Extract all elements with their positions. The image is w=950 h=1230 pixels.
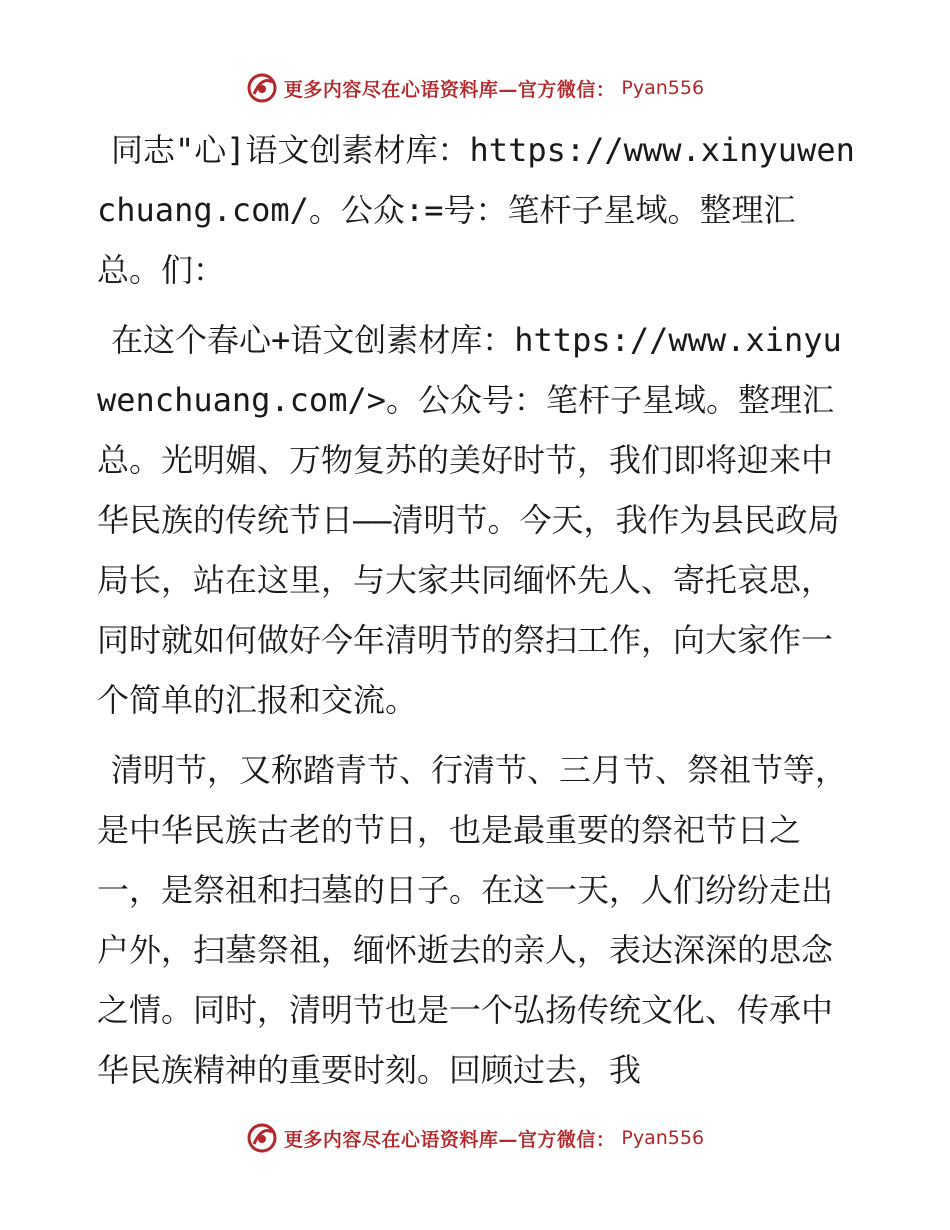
footer-banner bbox=[0, 1122, 950, 1154]
header-wechat-id: Pyan556 bbox=[621, 77, 705, 99]
paragraph-2: 在这个春心+语文创素材库：https://www.xinyuwenchuang.com/>。公众号：笔杆子星域。整理汇总。光明媚、万物复苏的美好时节，我们即将迎来中华民族的传统节日——清明节。今天，我作为县民政局局长，站在这里，与大家共同缅怀先人、寄托哀思，同时就如何做好今年清明节的祭扫工作，向大家作一个简单的汇报和交流。 bbox=[97, 321, 842, 719]
paragraph-3: 清明节，又称踏青节、行清节、三月节、祭祖节等，是中华民族古老的节日，也是最重要的祭祀节日之一，是祭祖和扫墓的日子。在这一天，人们纷纷走出户外，扫墓祭祖，缅怀逝去的亲人，表达深深的思念之情。同时，清明节也是一个弘扬传统文化、传承中华民族精神的重要时刻。回顾过去，我 bbox=[97, 751, 848, 1089]
footer-wechat-id: Pyan556 bbox=[621, 1127, 705, 1149]
document-body bbox=[97, 120, 857, 1110]
paragraph-1: 同志"心]语文创素材库：https://www.xinyuwenchuang.com/。公众:=号：笔杆子星域。整理汇总。们： bbox=[97, 131, 855, 289]
header-banner-text: 更多内容尽在心语资料库—官方微信： bbox=[283, 78, 616, 101]
red-swirl-logo-icon bbox=[246, 1122, 278, 1154]
header-banner bbox=[0, 72, 950, 104]
red-swirl-logo-icon bbox=[246, 72, 278, 104]
footer-banner-text: 更多内容尽在心语资料库—官方微信： bbox=[283, 1128, 616, 1151]
